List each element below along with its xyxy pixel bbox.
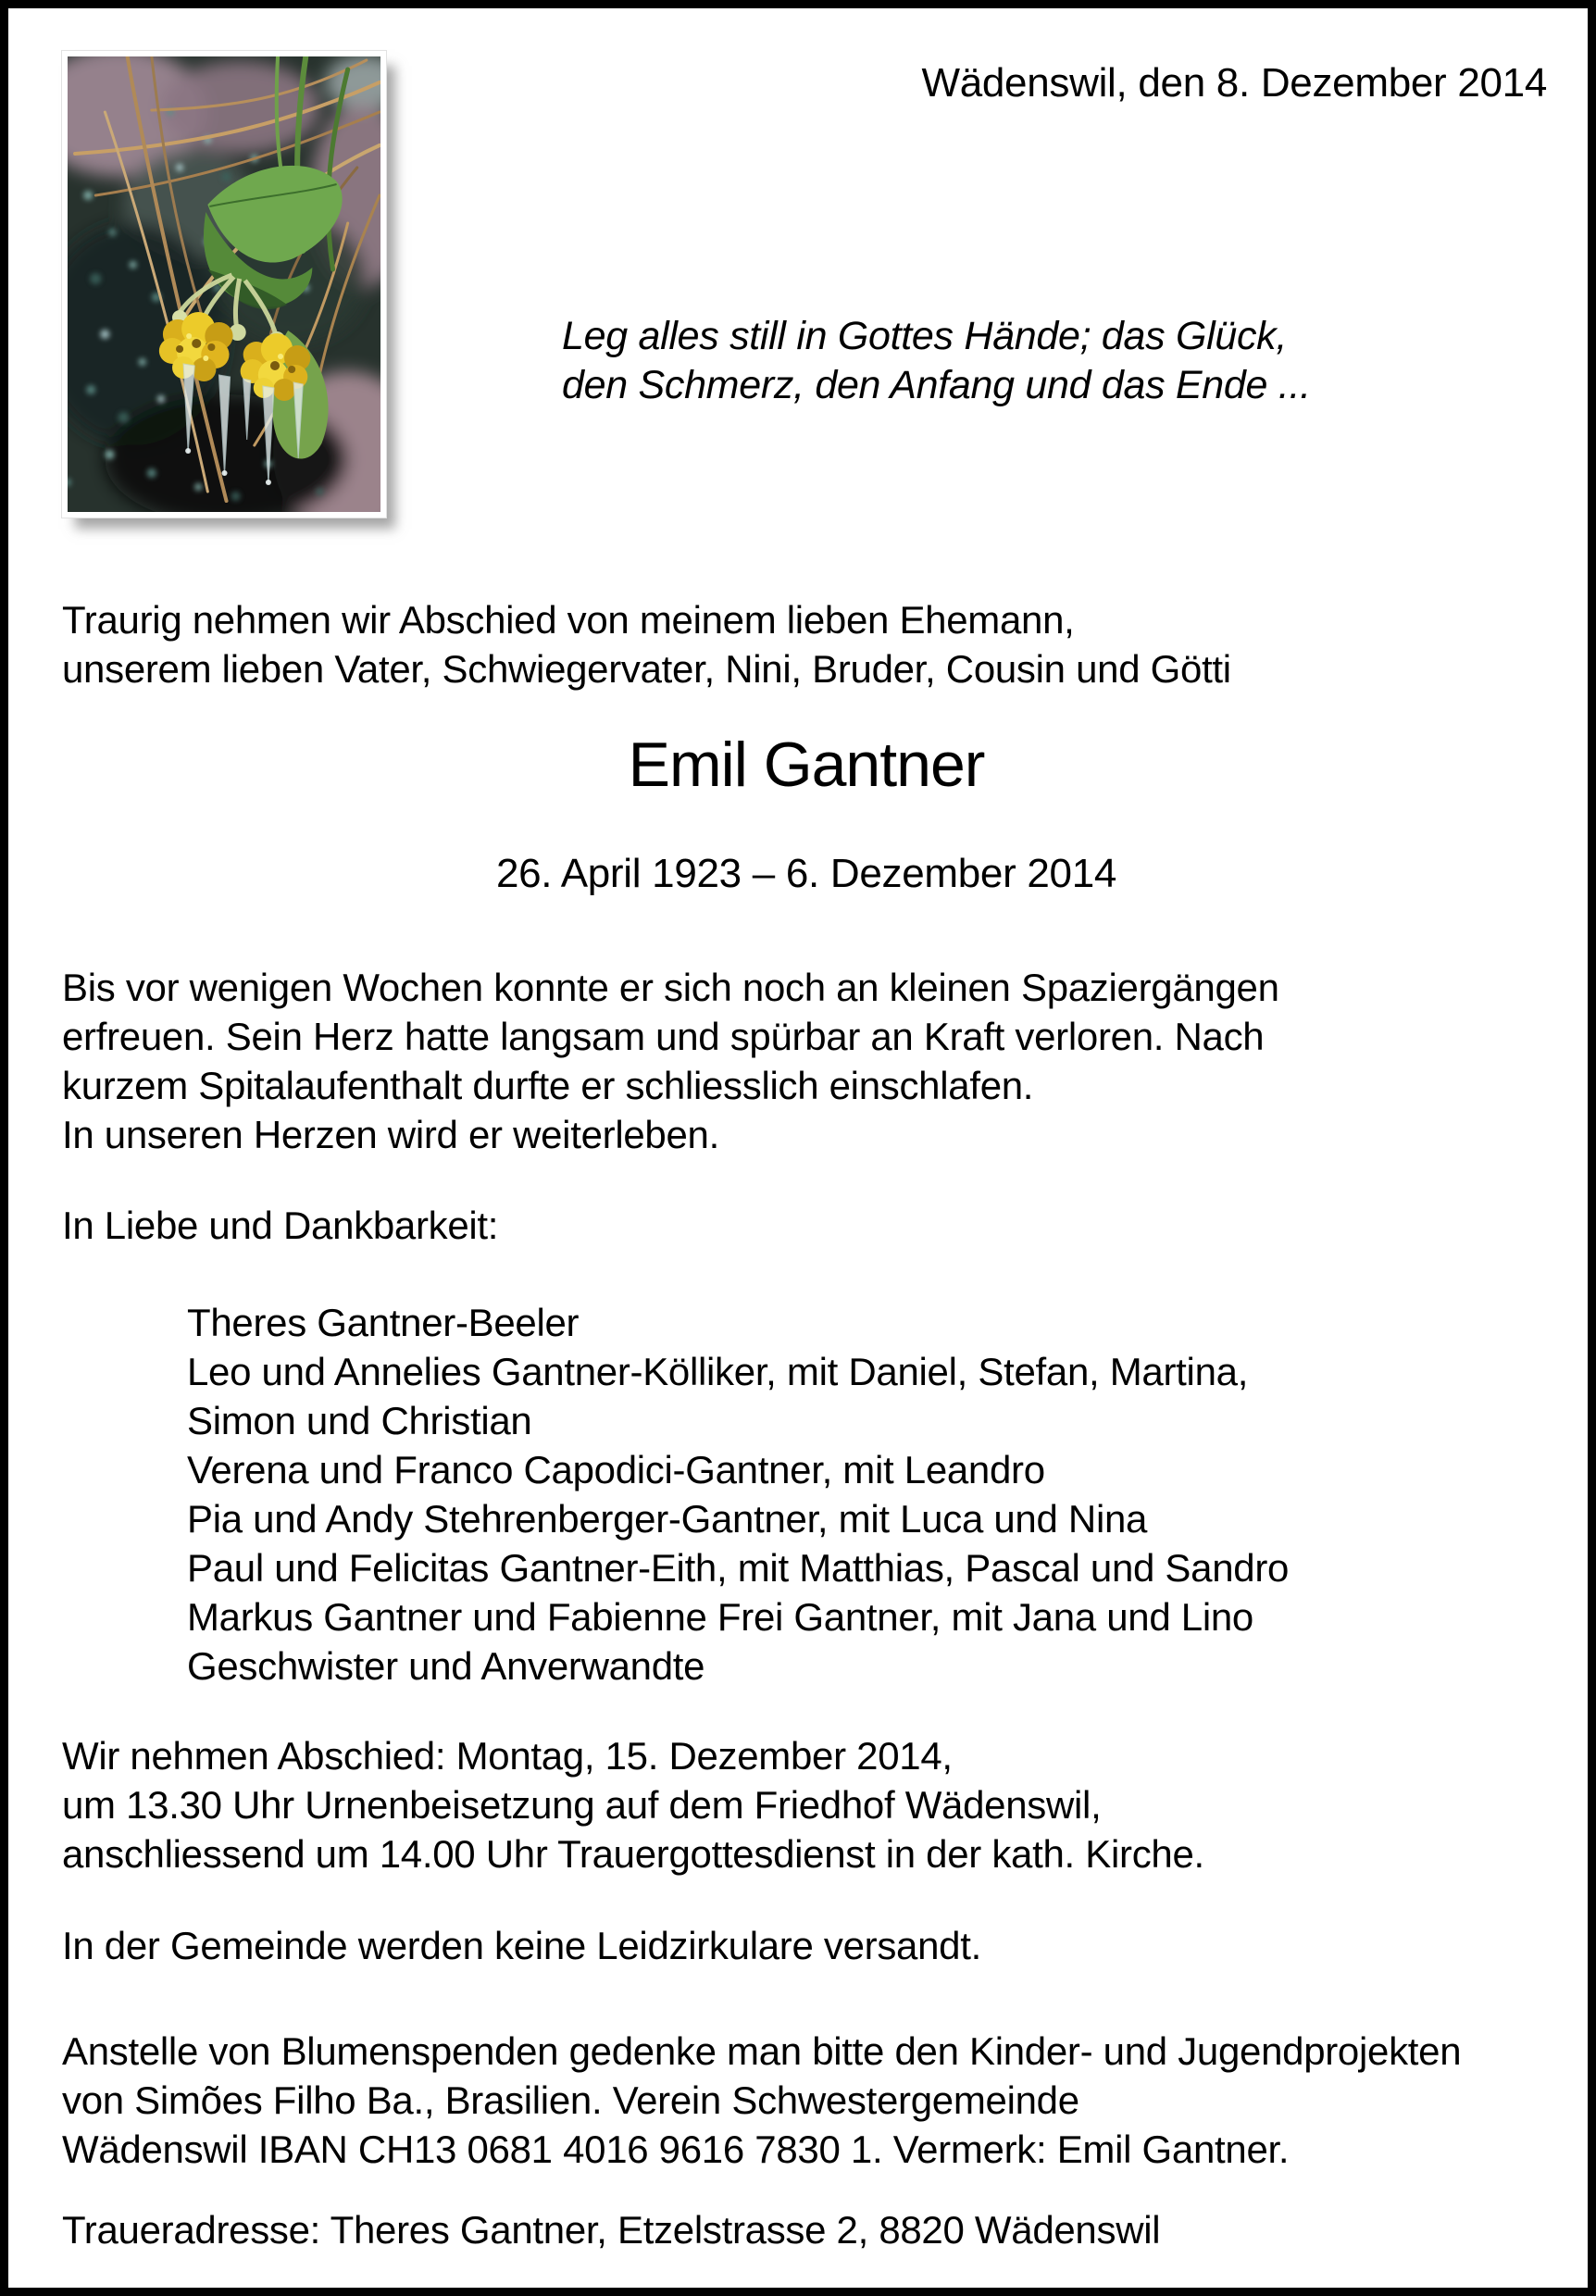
funeral-line-3: anschliessend um 14.00 Uhr Trauergottesdienst in der kath. Kirche. [62,1832,1204,1876]
alpine-flowers-photo [68,56,380,512]
family-line-3: Simon und Christian [187,1399,532,1442]
epigraph-quote [562,314,1311,412]
intro-line-2: unserem lieben Vater, Schwiegervater, Nini, Bruder, Cousin und Götti [62,647,1231,691]
donation-line-2: von Simões Filho Ba., Brasilien. Verein Schwestergemeinde [62,2078,1079,2122]
life-dates: 26. April 1923 – 6. Dezember 2014 [495,851,1117,896]
funeral-line-2: um 13.30 Uhr Urnenbeisetzung auf dem Friedhof Wädenswil, [62,1783,1102,1827]
funeral-info [62,1734,1204,1881]
donation-info [62,2029,1461,2177]
family-line-4: Verena und Franco Capodici-Gantner, mit Leandro [187,1448,1045,1491]
quote-line-2: den Schmerz, den Anfang und das Ende ... [562,363,1311,407]
family-line-5: Pia und Andy Stehrenberger-Gantner, mit Luca und Nina [187,1497,1148,1541]
closing-line: In Liebe und Dankbarkeit: [62,1204,499,1247]
donation-line-1: Anstelle von Blumenspenden gedenke man bitte den Kinder- und Jugendprojekten [62,2029,1462,2073]
intro-text [62,598,1231,696]
family-line-6: Paul und Felicitas Gantner-Eith, mit Matthias, Pascal und Sandro [187,1546,1290,1590]
community-note: In der Gemeinde werden keine Leidzirkulare versandt. [62,1924,981,1967]
mourning-address: Traueradresse: Theres Gantner, Etzelstrasse 2, 8820 Wädenswil [62,2208,1161,2252]
family-line-7: Markus Gantner und Fabienne Frei Gantner, mit Jana und Lino [187,1595,1253,1639]
obituary-line-3: kurzem Spitalaufenthalt durfte er schliesslich einschlafen. [62,1064,1034,1107]
memorial-photo [62,51,386,518]
family-list [187,1301,1289,1693]
dateline: Wädenswil, den 8. Dezember 2014 [921,60,1547,106]
family-line-8: Geschwister und Anverwandte [187,1644,705,1688]
obituary-text [62,966,1279,1162]
family-line-1: Theres Gantner-Beeler [187,1301,580,1344]
obituary-line-2: erfreuen. Sein Herz hatte langsam und spürbar an Kraft verloren. Nach [62,1015,1265,1058]
intro-line-1: Traurig nehmen wir Abschied von meinem lieben Ehemann, [62,598,1075,642]
family-line-2: Leo und Annelies Gantner-Kölliker, mit Daniel, Stefan, Martina, [187,1350,1249,1393]
deceased-name: Emil Gantner [628,730,985,800]
obituary-line-1: Bis vor wenigen Wochen konnte er sich noch an kleinen Spaziergängen [62,966,1279,1009]
funeral-line-1: Wir nehmen Abschied: Montag, 15. Dezember 2014, [62,1734,953,1778]
donation-line-3: Wädenswil IBAN CH13 0681 4016 9616 7830 1. Vermerk: Emil Gantner. [62,2128,1290,2171]
obituary-line-4: In unseren Herzen wird er weiterleben. [62,1113,719,1156]
quote-line-1: Leg alles still in Gottes Hände; das Glück, [562,314,1287,358]
